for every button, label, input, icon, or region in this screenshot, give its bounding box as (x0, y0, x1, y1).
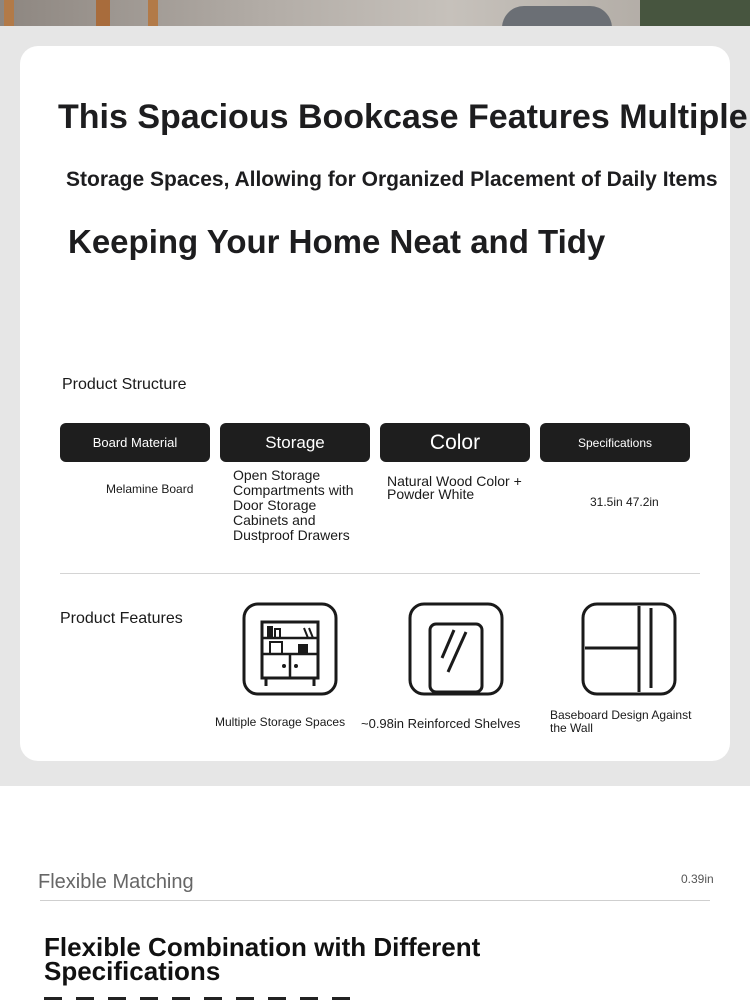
cropped-text-line (44, 992, 374, 1000)
flexible-matching-size: 0.39in (681, 872, 714, 886)
board-material-value: Melamine Board (106, 482, 194, 496)
flexible-matching-divider (40, 900, 710, 901)
feature-label-storage: Multiple Storage Spaces (215, 715, 346, 729)
specifications-header: Specifications (540, 423, 690, 462)
board-material-header: Board Material (60, 423, 210, 462)
product-features-label: Product Features (60, 610, 183, 627)
flexible-combination-heading: Flexible Combination with Different Specifications (44, 932, 481, 986)
product-structure-label: Product Structure (62, 376, 187, 393)
headline-line-3: Keeping Your Home Neat and Tidy (68, 223, 606, 260)
shelf-panel-icon (408, 602, 504, 703)
section-divider (60, 573, 700, 574)
storage-header: Storage (220, 423, 370, 462)
wall-baseboard-icon (581, 602, 677, 703)
product-info-card (20, 46, 748, 761)
storage-value: Open Storage Compartments with Door Storage Cabinets and Dustproof Drawers (233, 467, 354, 543)
headline-line-2: Storage Spaces, Allowing for Organized Placement of Daily Items (66, 168, 718, 191)
flexible-matching-title: Flexible Matching (38, 871, 194, 893)
color-header: Color (380, 423, 530, 462)
feature-label-shelves: ~0.98in Reinforced Shelves (361, 716, 521, 731)
headline-line-1: This Spacious Bookcase Features Multiple (58, 98, 748, 136)
color-value: Natural Wood Color + Powder White (387, 473, 522, 502)
product-photo-strip (0, 0, 750, 26)
specifications-value: 31.5in 47.2in (590, 495, 659, 509)
feature-label-baseboard: Baseboard Design Against the Wall (550, 708, 692, 735)
bookcase-icon (242, 602, 338, 703)
